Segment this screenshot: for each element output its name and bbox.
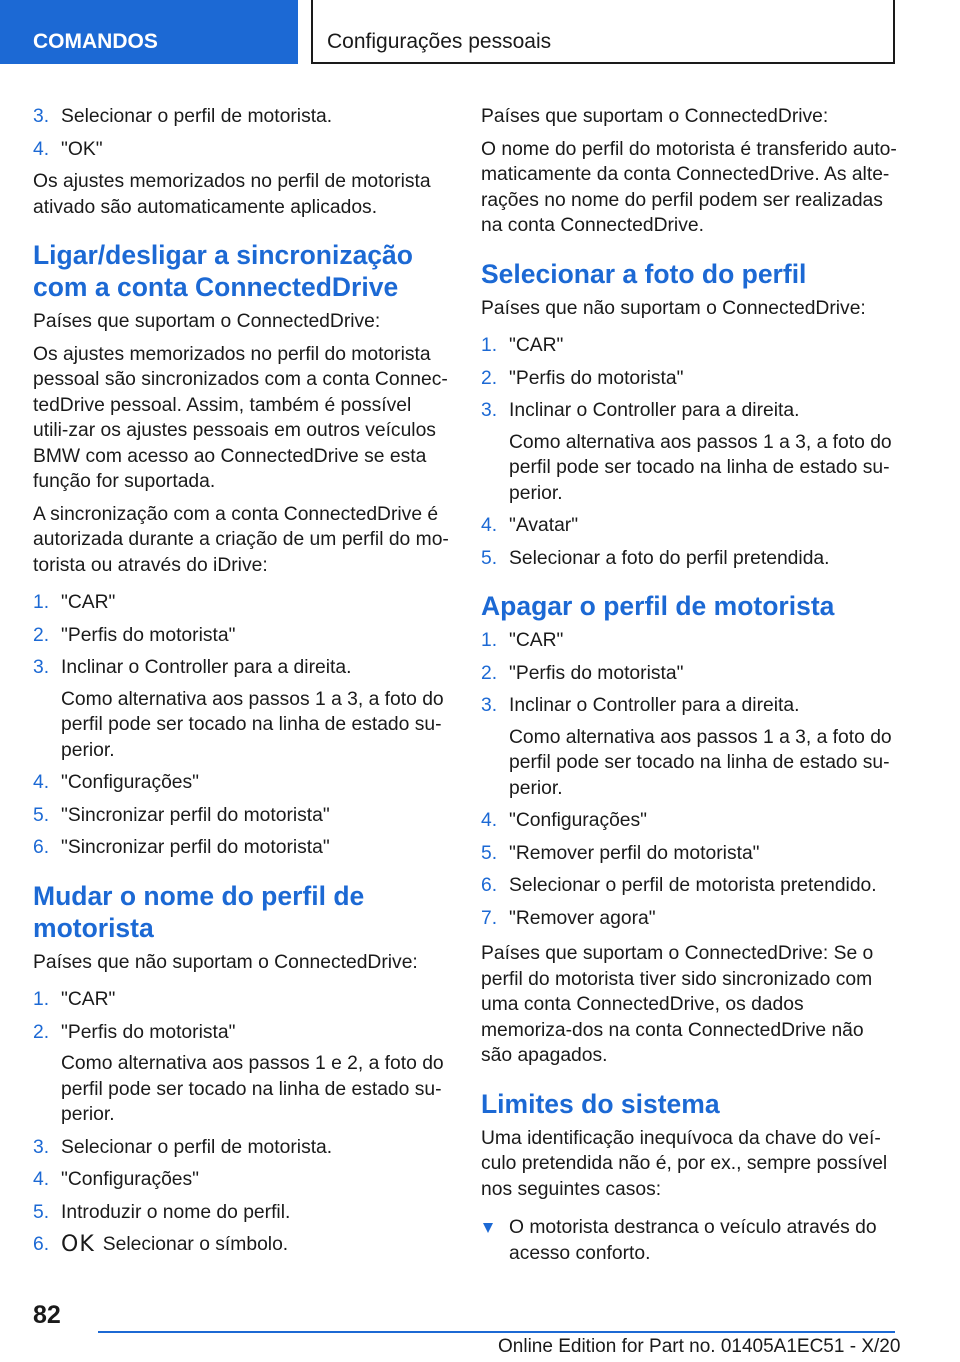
step-text: "Sincronizar perfil do motorista" — [61, 804, 330, 826]
step-text: "Perfis do motorista" — [509, 367, 684, 389]
list-item — [33, 1167, 449, 1193]
step-number: 1. — [481, 335, 498, 356]
step-number: 3. — [33, 106, 50, 127]
list-item — [481, 546, 897, 572]
step-number: 5. — [33, 1201, 50, 1223]
step-note: Como alternativa aos passos 1 a 3, a foto do perfil pode ser tocado na linha de estado su-perior. — [61, 688, 444, 761]
list-item — [481, 398, 897, 506]
step-text: Selecionar o perfil de motorista. — [61, 106, 333, 127]
list-item — [33, 835, 449, 861]
bullet-text: O motorista destranca o veículo através do acesso conforto. — [509, 1217, 877, 1264]
step-text: "Configurações" — [61, 1169, 200, 1190]
step-text: Selecionar o símbolo. — [102, 1234, 289, 1255]
list-item — [481, 906, 897, 932]
edition-note: Online Edition for Part no. 01405A1EC51 - X/20 — [498, 1336, 901, 1357]
right-column — [481, 104, 897, 1266]
step-number: 1. — [33, 989, 50, 1010]
step-text: "Remover agora" — [509, 907, 656, 929]
step-number: 7. — [481, 907, 498, 929]
step-number: 3. — [33, 1136, 50, 1158]
step-number: 1. — [481, 630, 498, 651]
step-number: 6. — [481, 875, 498, 896]
step-text: "Perfis do motorista" — [61, 1021, 236, 1043]
step-text: "Sincronizar perfil do motorista" — [61, 837, 330, 858]
list-item — [481, 366, 897, 392]
list-item — [481, 841, 897, 867]
chapter-title: Configurações pessoais — [311, 0, 895, 64]
section-tab: COMANDOS — [0, 0, 298, 64]
step-number: 3. — [33, 657, 50, 678]
step-text: Selecionar o perfil de motorista. — [61, 1136, 333, 1158]
paragraph: Países que não suportam o ConnectedDrive: — [481, 297, 866, 319]
step-list — [481, 333, 897, 571]
triangle-bullet-icon — [483, 1223, 493, 1233]
paragraph: Os ajustes memorizados no perfil de motorista ativado são automaticamente aplicados. — [33, 171, 431, 218]
paragraph: Países que suportam o ConnectedDrive: — [481, 106, 829, 127]
step-text: "Configurações" — [61, 772, 200, 793]
step-text: "Avatar" — [509, 515, 579, 536]
step-text: "CAR" — [61, 592, 116, 613]
list-item — [481, 513, 897, 539]
step-number: 2. — [481, 662, 498, 684]
section-heading: Limites do sistema — [481, 1088, 720, 1119]
step-number: 6. — [33, 837, 50, 858]
list-item — [33, 987, 449, 1013]
list-item — [33, 1200, 449, 1226]
paragraph: Países que não suportam o ConnectedDrive: — [33, 951, 418, 973]
paragraph: A sincronização com a conta ConnectedDrive é autorizada durante a criação de um perfil do mo-torista ou através do iDrive: — [33, 503, 449, 576]
step-text: "CAR" — [61, 989, 116, 1010]
step-text: Selecionar a foto do perfil pretendida. — [509, 547, 830, 569]
section-heading: Selecionar a foto do perfil — [481, 258, 807, 289]
paragraph: Países que suportam o ConnectedDrive: Se o perfil do motorista tiver sido sincronizado com uma conta ConnectedDrive, os dados memoriza-dos na conta ConnectedDrive não são apagados. — [481, 943, 874, 1066]
list-item — [33, 137, 449, 163]
step-text: "CAR" — [509, 335, 564, 356]
step-number: 2. — [481, 367, 498, 389]
list-item — [33, 803, 449, 829]
list-item — [481, 333, 897, 359]
list-item — [33, 1020, 449, 1128]
list-item — [481, 873, 897, 899]
step-text: "Configurações" — [509, 810, 648, 831]
step-text: "Perfis do motorista" — [61, 624, 236, 646]
step-text: "CAR" — [509, 630, 564, 651]
paragraph: Os ajustes memorizados no perfil do motorista pessoal são sincronizados com a conta Connec-tedDrive pessoal. Assim, também é possível utili-zar os ajustes pessoais em outros veículos BMW com acesso ao ConnectedDrive se esta função for suportada. — [33, 343, 448, 492]
list-item — [33, 104, 449, 130]
step-number: 1. — [33, 592, 50, 613]
list-item — [33, 1135, 449, 1161]
step-number: 4. — [33, 1169, 50, 1190]
step-text: Inclinar o Controller para a direita. — [509, 695, 800, 716]
step-number: 3. — [481, 695, 498, 716]
step-number: 2. — [33, 624, 50, 646]
list-item — [481, 693, 897, 801]
list-item — [33, 1232, 449, 1258]
step-text: "Perfis do motorista" — [509, 662, 684, 684]
footer-divider — [98, 1331, 895, 1333]
step-number: 4. — [481, 810, 498, 831]
step-number: 4. — [481, 515, 498, 536]
step-list — [481, 628, 897, 931]
section-heading: Mudar o nome do perfil de motorista — [33, 880, 365, 943]
page-number: 82 — [33, 1301, 61, 1329]
step-note: Como alternativa aos passos 1 a 3, a foto do perfil pode ser tocado na linha de estado su-perior. — [509, 431, 892, 504]
step-number: 3. — [481, 400, 498, 421]
step-note: Como alternativa aos passos 1 a 3, a foto do perfil pode ser tocado na linha de estado su-perior. — [509, 726, 892, 799]
paragraph: Uma identificação inequívoca da chave do veí-culo pretendida não é, por ex., sempre possível nos seguintes casos: — [481, 1127, 888, 1200]
step-number: 5. — [481, 547, 498, 569]
step-text: "OK" — [61, 138, 103, 160]
list-item — [481, 808, 897, 834]
step-note: Como alternativa aos passos 1 e 2, a foto do perfil pode ser tocado na linha de estado su-perior. — [61, 1053, 444, 1125]
step-text: Selecionar o perfil de motorista pretendido. — [509, 875, 877, 896]
step-text: Inclinar o Controller para a direita. — [61, 657, 352, 678]
step-number: 2. — [33, 1021, 50, 1043]
paragraph: O nome do perfil do motorista é transferido auto-maticamente da conta ConnectedDrive. As alte-rações no nome do perfil podem ser realizadas na conta ConnectedDrive. — [481, 138, 897, 236]
step-number: 4. — [33, 772, 50, 793]
step-number: 6. — [33, 1234, 50, 1255]
list-item — [33, 590, 449, 616]
step-text: Introduzir o nome do perfil. — [61, 1201, 291, 1223]
section-heading: Ligar/desligar a sincronização com a conta ConnectedDrive — [33, 240, 413, 302]
step-text: Inclinar o Controller para a direita. — [509, 400, 800, 421]
step-text: "Remover perfil do motorista" — [509, 842, 760, 864]
list-item — [33, 623, 449, 649]
list-item — [481, 661, 897, 687]
step-list — [33, 590, 449, 861]
step-number: 5. — [33, 804, 50, 826]
step-list — [33, 987, 449, 1258]
list-item — [481, 628, 897, 654]
step-number: 5. — [481, 842, 498, 864]
step-number: 4. — [33, 138, 50, 160]
list-item — [33, 770, 449, 796]
section-heading: Apagar o perfil de motorista — [481, 591, 835, 621]
list-item — [33, 655, 449, 763]
left-column — [33, 104, 449, 1268]
ok-icon: OK — [61, 1232, 95, 1257]
list-item — [481, 1215, 897, 1266]
paragraph: Países que suportam o ConnectedDrive: — [33, 311, 381, 332]
